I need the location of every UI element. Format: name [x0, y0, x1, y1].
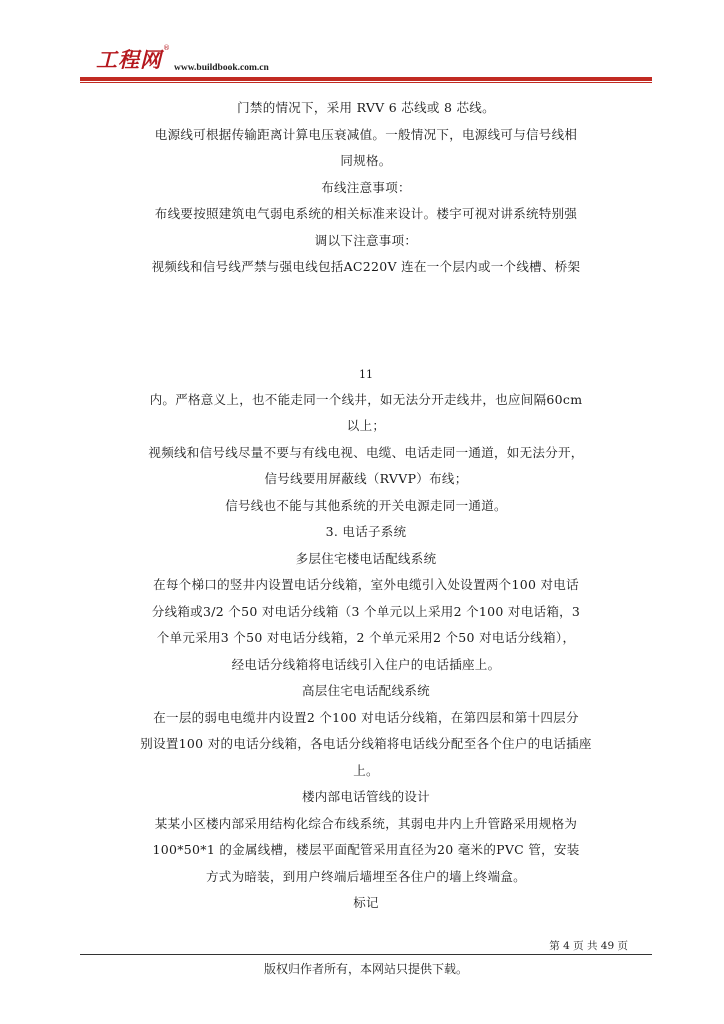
text-line: 某某小区楼内部采用结构化综合布线系统，其弱电井内上升管路采用规格为 — [154, 816, 578, 831]
text-line: 个单元采用3 个50 对电话分线箱，2 个单元采用2 个50 对电话分线箱）， — [156, 630, 576, 645]
subsection-heading: 楼内部电话管线的设计 — [301, 789, 430, 804]
text-line: 信号线要用屏蔽线（RVVP）布线； — [264, 471, 468, 486]
header-rule — [80, 77, 652, 81]
text-line: 在每个梯口的竖井内设置电话分线箱，室外电缆引入处设置两个100 对电话 — [153, 577, 579, 592]
section-heading: 3. 电话子系统 — [325, 524, 407, 539]
text-line: 信号线也不能与其他系统的开关电源走同一通道。 — [225, 498, 507, 513]
text-line: 经电话分线箱将电话线引入住户的电话插座上。 — [231, 657, 501, 672]
text-line: 门禁的情况下，采用 RVV 6 芯线或 8 芯线。 — [237, 100, 495, 115]
text-line: 布线要按照建筑电气弱电系统的相关标准来设计。楼宇可视对讲系统特别强 — [154, 206, 578, 221]
text-line: 别设置100 对的电话分线箱，各电话分线箱将电话线分配至各个住户的电话插座 — [140, 736, 592, 751]
text-line: 布线注意事项： — [321, 180, 411, 195]
page-count: 第 4 页 共 49 页 — [549, 940, 628, 952]
text-line: 100*50*1 的金属线槽，楼层平面配管采用直径为20 毫米的PVC 管，安装 — [152, 842, 580, 857]
text-line: 标记 — [353, 895, 379, 910]
text-line: 同规格。 — [340, 153, 392, 168]
page-number-marker: 11 — [359, 368, 373, 381]
subsection-heading: 高层住宅电话配线系统 — [301, 683, 430, 698]
registered-mark: ® — [163, 44, 170, 52]
text-line: 视频线和信号线严禁与强电线包括AC220V 连在一个层内或一个线槽、桥架 — [151, 259, 581, 274]
text-line: 电源线可根据传输距离计算电压衰减值。一般情况下，电源线可与信号线相 — [154, 127, 578, 142]
text-line: 调以下注意事项： — [314, 233, 418, 248]
text-line: 以上； — [346, 418, 386, 433]
text-line: 方式为暗装，到用户终端后墙埋至各住户的墙上终端盒。 — [205, 869, 526, 884]
text-line: 上。 — [353, 763, 379, 778]
text-line: 在一层的弱电电缆井内设置2 个100 对电话分线箱，在第四层和第十四层分 — [153, 710, 579, 725]
text-line: 内。严格意义上，也不能走同一个线井，如无法分开走线井，也应间隔60cm — [149, 392, 583, 407]
footer-rule — [80, 954, 652, 955]
subsection-heading: 多层住宅楼电话配线系统 — [295, 551, 437, 566]
site-url[interactable]: www.buildbook.com.cn — [174, 63, 269, 73]
header-rule-thin — [80, 82, 652, 83]
copyright-notice: 版权归作者所有，本网站只提供下载。 — [263, 962, 468, 976]
site-logo[interactable]: 工程网 — [96, 48, 162, 72]
page-header — [0, 0, 724, 86]
text-line: 分线箱或3/2 个50 对电话分线箱（3 个单元以上采用2 个100 对电话箱，3 — [151, 604, 581, 619]
text-line: 视频线和信号线尽量不要与有线电视、电缆、电话走同一通道，如无法分开， — [148, 445, 584, 460]
